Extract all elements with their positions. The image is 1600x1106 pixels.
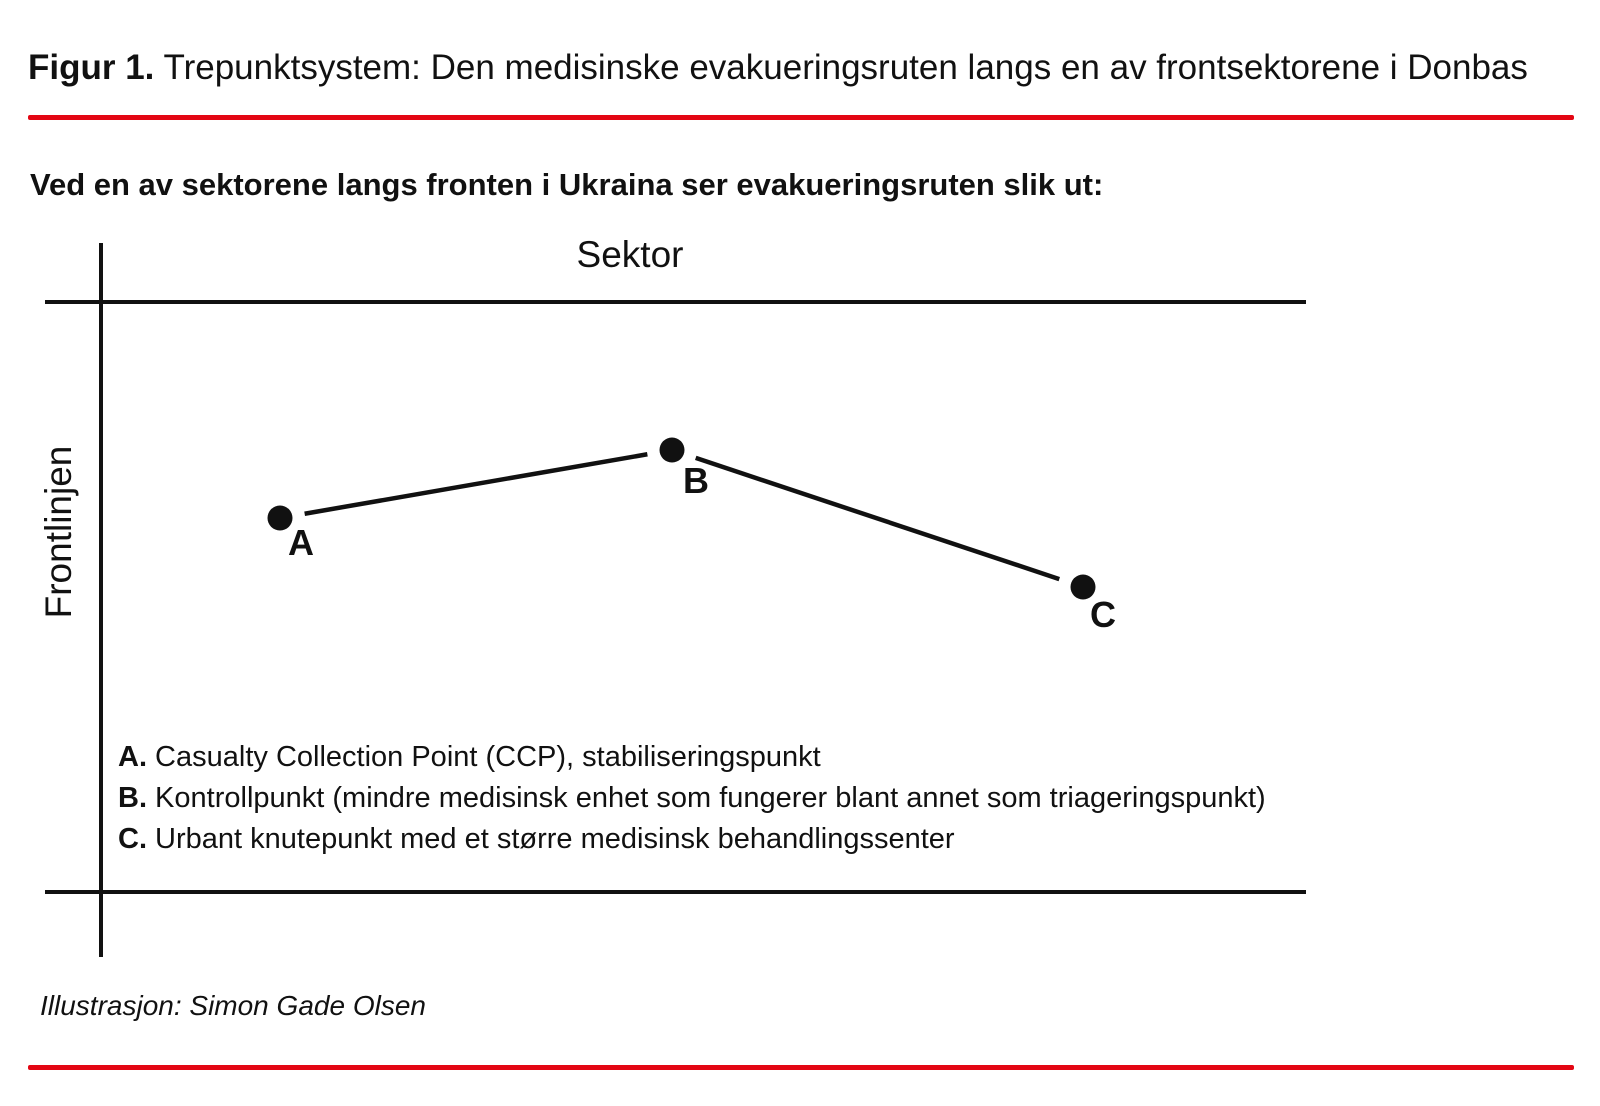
bottom-red-rule — [28, 1065, 1574, 1070]
sector-axis-label: Sektor — [576, 234, 684, 275]
route-point-B — [660, 438, 685, 463]
legend-key-b: B. — [118, 782, 147, 814]
legend-item-c — [118, 819, 1266, 860]
figure-number: Figur 1. — [28, 48, 155, 87]
route-segment — [305, 454, 648, 513]
point-label-C: C — [1090, 594, 1116, 635]
point-label-A: A — [288, 522, 314, 563]
frontline-axis-label: Frontlinjen — [38, 445, 79, 619]
legend-text-b: Kontrollpunkt (mindre medisinsk enhet som fungerer blant annet som triageringspunkt) — [147, 782, 1266, 814]
evacuation-route — [268, 438, 1096, 600]
figure-title: Trepunktsystem: Den medisinske evakueringsruten langs en av frontsektorene i Donbas — [154, 48, 1528, 87]
intro-text: Ved en av sektorene langs fronten i Ukraina ser evakueringsruten slik ut: — [30, 167, 1104, 202]
legend-text-c: Urbant knutepunkt med et større medisinsk behandlingssenter — [147, 823, 955, 855]
legend-item-b — [118, 778, 1266, 819]
point-label-B: B — [683, 460, 709, 501]
legend — [118, 737, 1266, 860]
legend-key-a: A. — [118, 741, 147, 773]
route-segment — [696, 458, 1060, 579]
legend-key-c: C. — [118, 823, 147, 855]
legend-text-a: Casualty Collection Point (CCP), stabiliseringspunkt — [147, 741, 821, 773]
illustration-credit: Illustrasjon: Simon Gade Olsen — [40, 990, 426, 1021]
legend-item-a — [118, 737, 1266, 778]
